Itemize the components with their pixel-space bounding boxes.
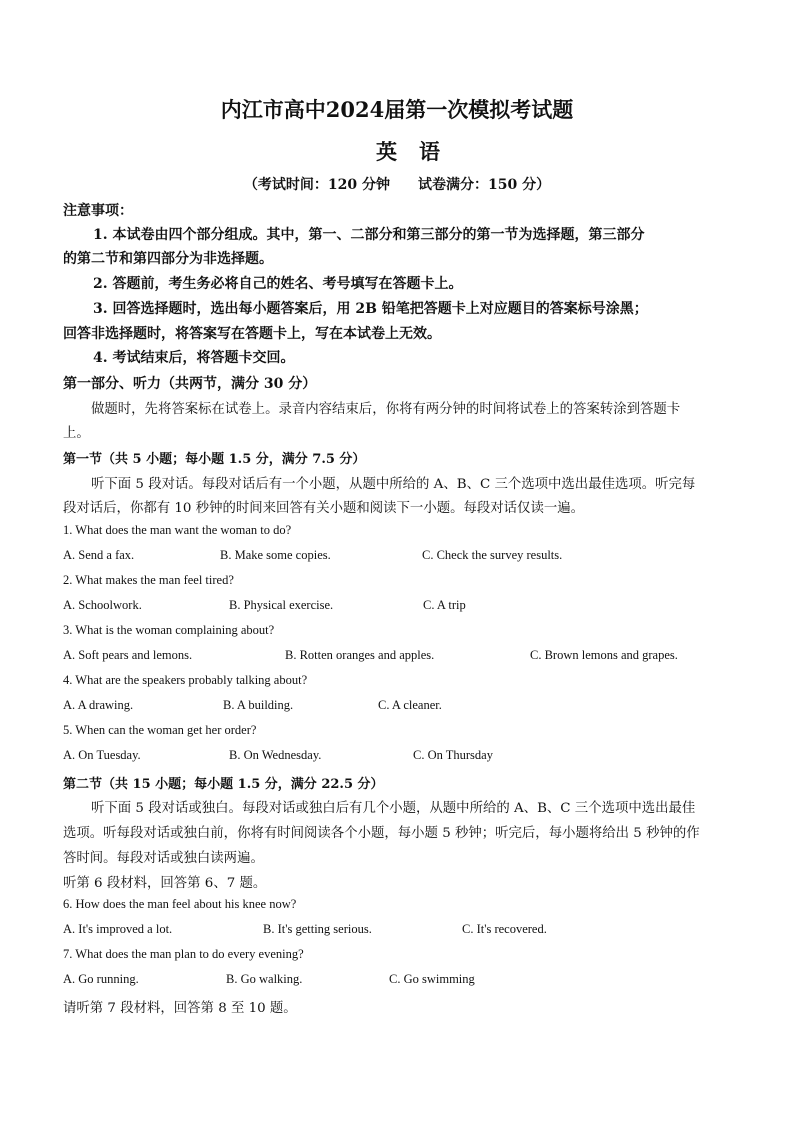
note-item-1-line-1: 1. 本试卷由四个部分组成。其中，第一、二部分和第三部分的第一节为选择题，第三部分	[93, 227, 645, 243]
option-c: C. Check the survey results.	[422, 548, 563, 562]
option-a: A. Send a fax.	[63, 548, 135, 562]
option-b: B. Make some copies.	[220, 548, 331, 562]
question-text: 3. What is the woman complaining about?	[63, 623, 275, 637]
option-b: B. A building.	[223, 698, 294, 712]
section1-heading: 第一节（共 5 小题；每小题 1.5 分，满分 7.5 分）	[63, 452, 366, 467]
section2-intro-line-1: 听下面 5 段对话或独白。每段对话或独白后有几个小题，从题中所给的 A、B、C 三个选项中选出最佳	[91, 801, 696, 816]
option-a: A. It's improved a lot.	[63, 922, 173, 936]
section2-intro-line-2: 选项。听每段对话或独白前，你将有时间阅读各个小题，每小题 5 秒钟；听完后，每小题将给出 5 秒钟的作	[63, 826, 700, 841]
section2-heading: 第二节（共 15 小题；每小题 1.5 分，满分 22.5 分）	[63, 777, 384, 792]
question-text: 2. What makes the man feel tired?	[63, 573, 234, 587]
exam-info: （考试时间：120 分钟 试卷满分：150 分）	[243, 177, 551, 193]
part1-intro-line-2: 上。	[63, 426, 90, 441]
note-item-3-line-2: 回答非选择题时，将答案写在答题卡上，写在本试卷上无效。	[63, 326, 441, 342]
option-b: B. Rotten oranges and apples.	[285, 648, 435, 662]
option-a: A. On Tuesday.	[63, 748, 141, 762]
option-b: B. Physical exercise.	[229, 598, 334, 612]
section1-intro-line-1: 听下面 5 段对话。每段对话后有一个小题，从题中所给的 A、B、C 三个选项中选出最佳选项。听完每	[91, 477, 696, 492]
note-item-2: 2. 答题前，考生务必将自己的姓名、考号填写在答题卡上。	[93, 276, 463, 292]
question-text: 5. When can the woman get her order?	[63, 723, 257, 737]
part1-heading: 第一部分、听力（共两节，满分 30 分）	[63, 376, 317, 392]
notes-heading: 注意事项：	[63, 203, 133, 219]
option-c: C. On Thursday	[413, 748, 493, 762]
option-a: A. Go running.	[63, 972, 139, 986]
option-c: C. Brown lemons and grapes.	[530, 648, 678, 662]
option-a: A. A drawing.	[63, 698, 134, 712]
option-c: C. It's recovered.	[462, 922, 547, 936]
option-c: C. A cleaner.	[378, 698, 442, 712]
note-item-3-line-1: 3. 回答选择题时，选出每小题答案后，用 2B 铅笔把答题卡上对应题目的答案标号涂黑；	[93, 301, 648, 317]
option-c: C. Go swimming	[389, 972, 475, 986]
note-item-4: 4. 考试结束后，将答题卡交回。	[93, 350, 295, 366]
option-a: A. Schoolwork.	[63, 598, 142, 612]
question-text: 7. What does the man plan to do every evening?	[63, 947, 304, 961]
question-text: 6. How does the man feel about his knee now?	[63, 897, 297, 911]
section2-intro-line-3: 答时间。每段对话或独白读两遍。	[63, 851, 264, 866]
part1-intro-line-1: 做题时，先将答案标在试卷上。录音内容结束后，你将有两分钟的时间将试卷上的答案转涂到答题卡	[91, 402, 681, 417]
note-item-1-line-2: 的第二节和第四部分为非选择题。	[63, 251, 273, 267]
question-text: 1. What does the man want the woman to do?	[63, 523, 292, 537]
subject-title: 英语	[376, 139, 462, 164]
option-c: C. A trip	[423, 598, 466, 612]
option-b: B. On Wednesday.	[229, 748, 322, 762]
option-b: B. Go walking.	[226, 972, 303, 986]
option-a: A. Soft pears and lemons.	[63, 648, 193, 662]
option-b: B. It's getting serious.	[263, 922, 372, 936]
material-6-instruction: 听第 6 段材料，回答第 6、7 题。	[63, 876, 267, 891]
page-title: 内江市高中2024届第一次模拟考试题	[220, 97, 574, 122]
question-text: 4. What are the speakers probably talking about?	[63, 673, 308, 687]
section1-intro-line-2: 段对话后，你都有 10 秒钟的时间来回答有关小题和阅读下一小题。每段对话仅读一遍。	[63, 501, 585, 516]
material-7-instruction: 请听第 7 段材料，回答第 8 至 10 题。	[63, 1001, 297, 1016]
